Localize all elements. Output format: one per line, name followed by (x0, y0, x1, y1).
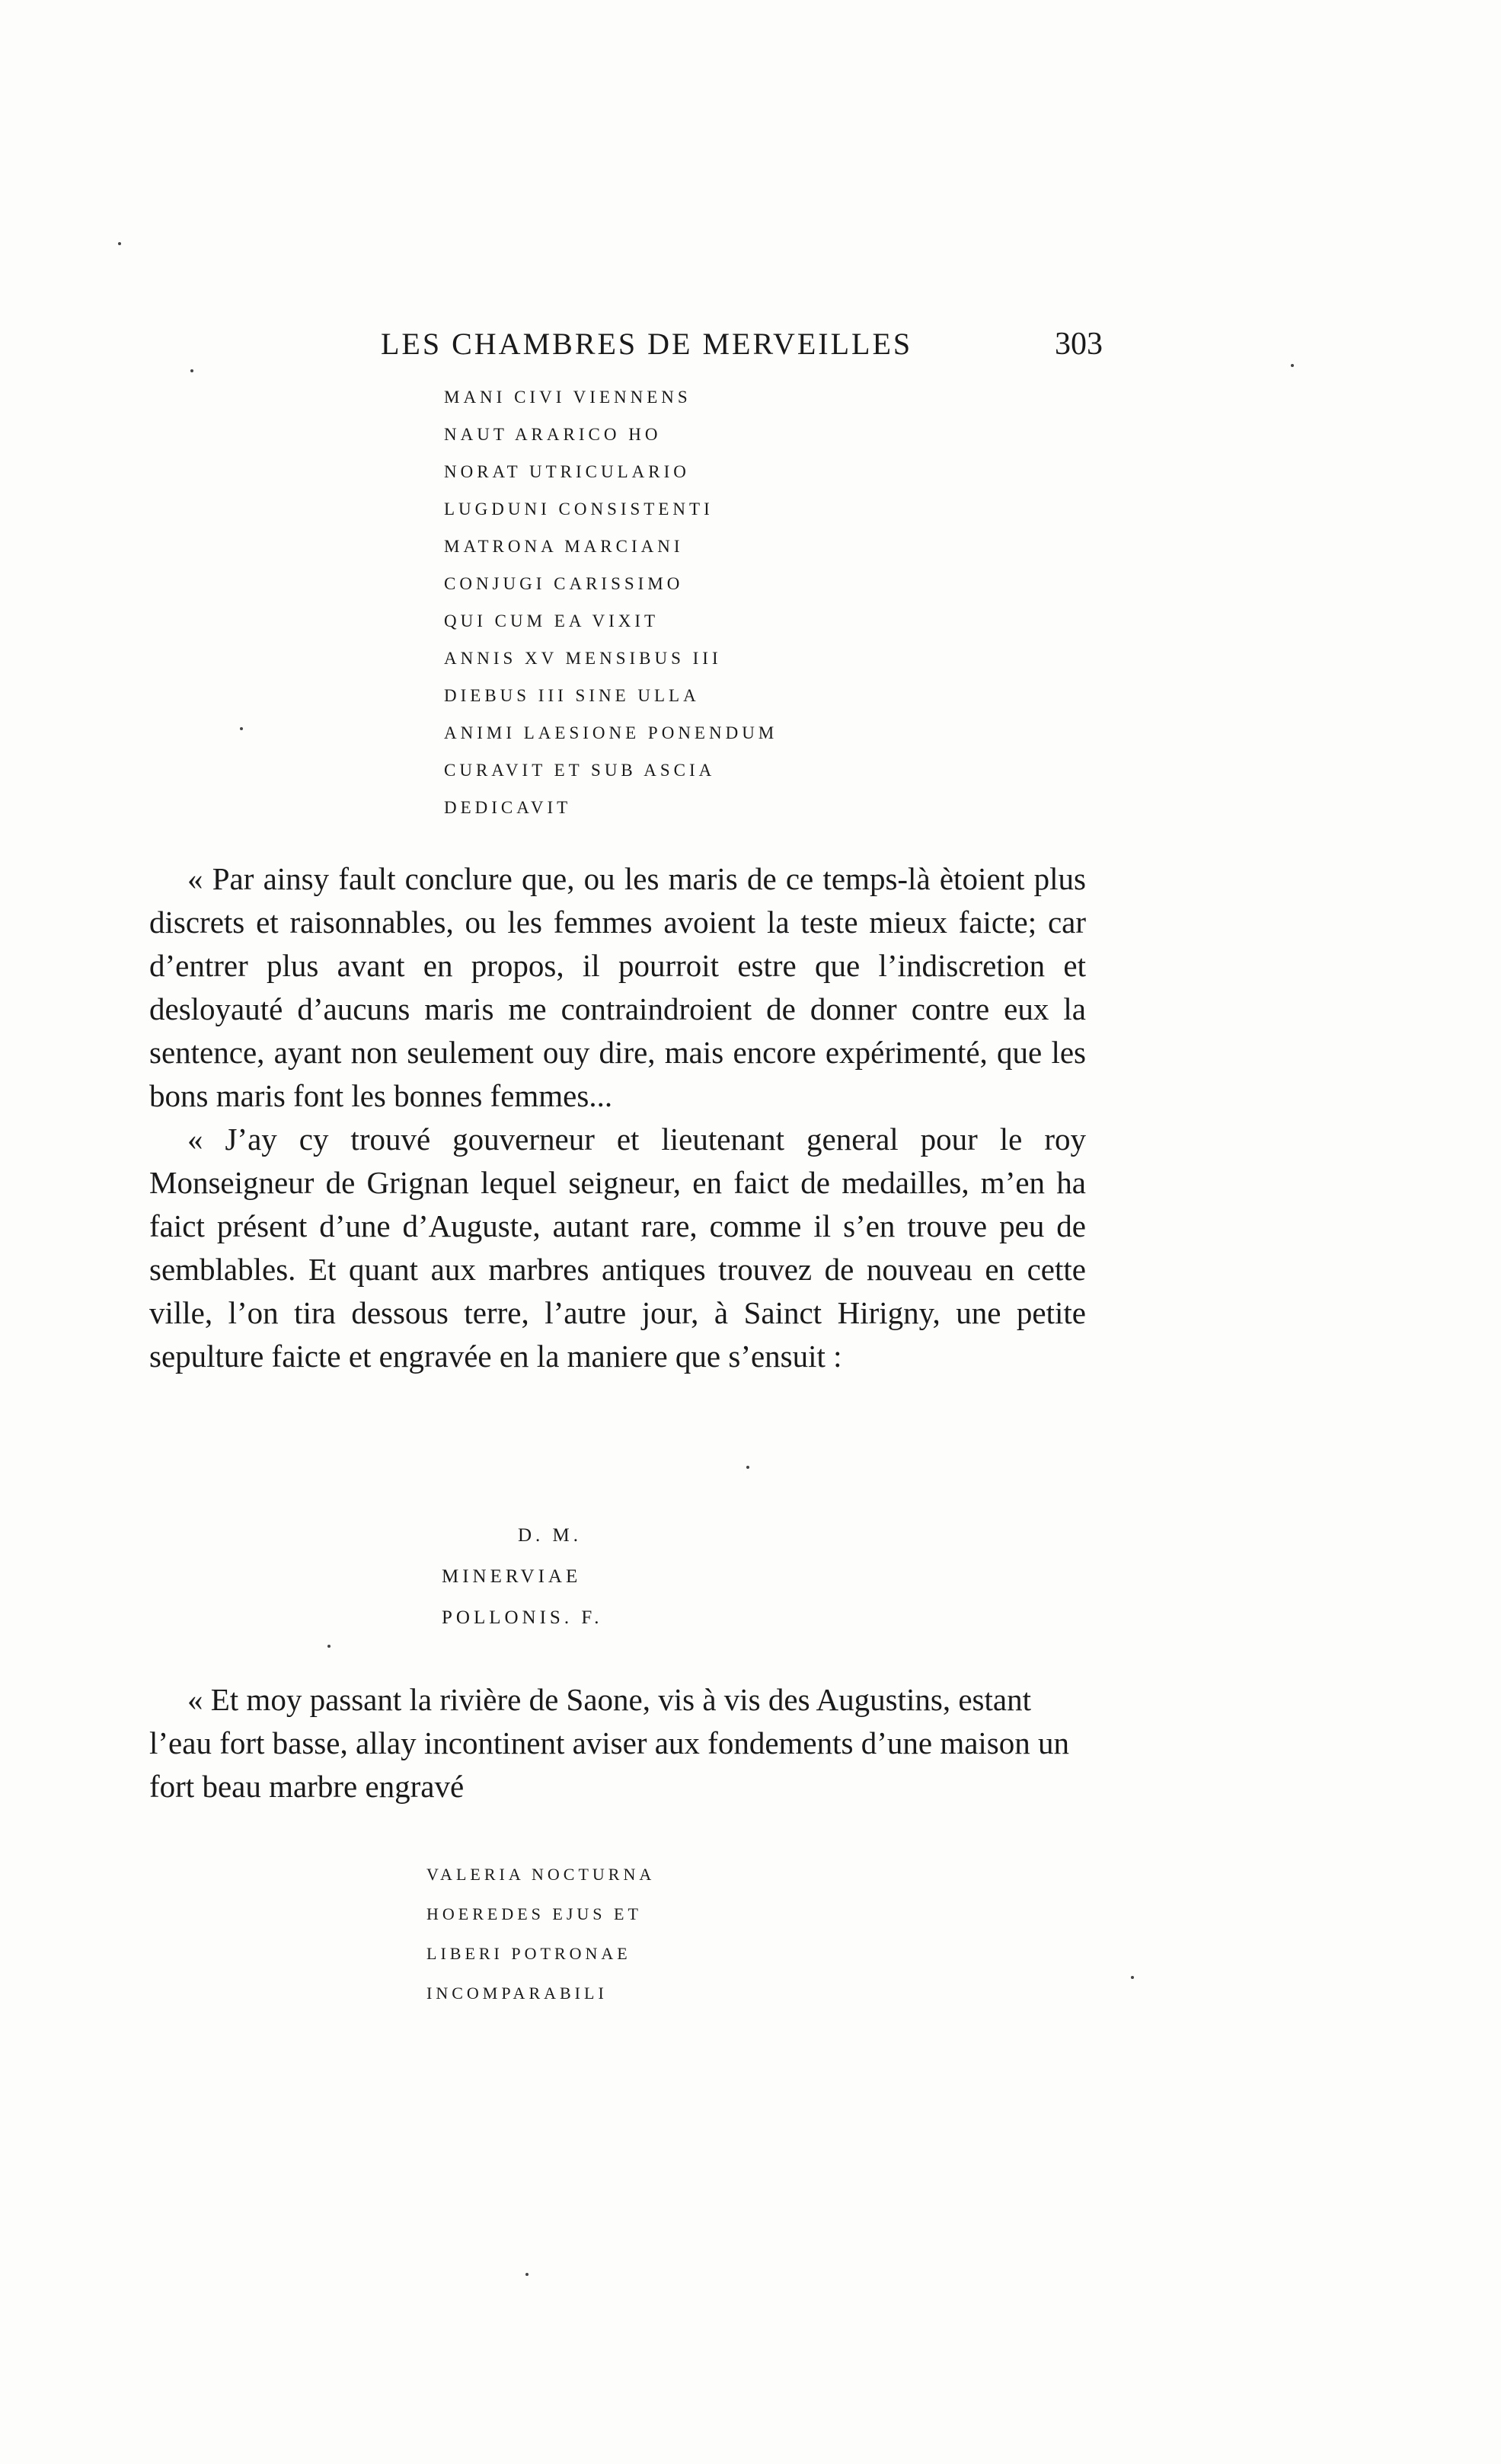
inscription-line: D. M. (518, 1525, 583, 1546)
scan-speck (240, 727, 243, 730)
inscription-line: CONJUGI CARISSIMO (444, 574, 684, 593)
inscription-line: DIEBUS III SINE ULLA (444, 686, 700, 705)
paragraph: « Par ainsy fault conclure que, ou les maris de ce temps-là ètoient plus discrets et raisonnables, ou les femmes avoient la teste mieux faicte; car d’entrer plus avant en propos, il pourroit estre que l’indiscretion et desloyauté d’aucuns maris me contraindroient de donner contre eux la sentence, ayant non seulement ouy dire, mais encore expérimenté, que les bons maris font les bonnes femmes... (149, 861, 1086, 1113)
inscription-line: MATRONA MARCIANI (444, 537, 684, 556)
epitaph-inscription-1 (444, 378, 778, 826)
body-text-section-1 (149, 857, 1086, 1378)
scan-speck (190, 369, 193, 372)
inscription-line: QUI CUM EA VIXIT (444, 611, 659, 630)
inscription-line: DEDICAVIT (444, 798, 572, 817)
inscription-line: CURAVIT ET SUB ASCIA (444, 761, 716, 780)
inscription-line: MINERVIAE (442, 1566, 582, 1587)
scan-speck (525, 2273, 529, 2276)
page-number: 303 (1055, 327, 1103, 362)
inscription-line: NORAT UTRICULARIO (444, 462, 690, 481)
scan-speck (118, 242, 121, 245)
paragraph: « Et moy passant la rivière de Saone, vis à vis des Augustins, estant l’eau fort basse, allay incontinent aviser aux fondements d’une maison un fort beau marbre engravé (149, 1682, 1069, 1804)
scan-speck (746, 1466, 749, 1469)
body-text-section-2 (149, 1678, 1086, 1808)
inscription-line: VALERIA NOCTURNA (426, 1865, 656, 1884)
paragraph: « J’ay cy trouvé gouverneur et lieutenant general pour le roy Monseigneur de Grignan lequel seigneur, en faict de medailles, m’en ha faict présent d’une d’Auguste, autant rare, comme il s’en trouve peu de semblables. Et quant aux marbres antiques trouvez de nouveau en cette ville, l’on tira dessous terre, l’autre jour, à Sainct Hirigny, une petite sepulture faicte et engravée en la maniere que s’ensuit : (149, 1122, 1086, 1374)
running-title: LES CHAMBRES DE MERVEILLES (381, 327, 913, 361)
scan-speck (327, 1645, 331, 1648)
inscription-line: NAUT ARARICO HO (444, 425, 662, 444)
inscription-line: MANI CIVI VIENNENS (444, 388, 691, 407)
inscription-line: INCOMPARABILI (426, 1984, 608, 2003)
inscription-line: ANIMI LAESIONE PONENDUM (444, 723, 778, 742)
inscription-line: HOEREDES EJUS ET (426, 1904, 642, 1923)
epitaph-inscription-3 (426, 1855, 655, 2013)
scan-speck (1131, 1976, 1134, 1979)
inscription-line: LUGDUNI CONSISTENTI (444, 500, 714, 519)
inscription-line: ANNIS XV MENSIBUS III (444, 649, 722, 668)
inscription-line: LIBERI POTRONAE (426, 1944, 631, 1963)
scan-speck (1291, 364, 1294, 367)
inscription-line: POLLONIS. F. (442, 1607, 603, 1628)
epitaph-inscription-2 (442, 1515, 603, 1639)
